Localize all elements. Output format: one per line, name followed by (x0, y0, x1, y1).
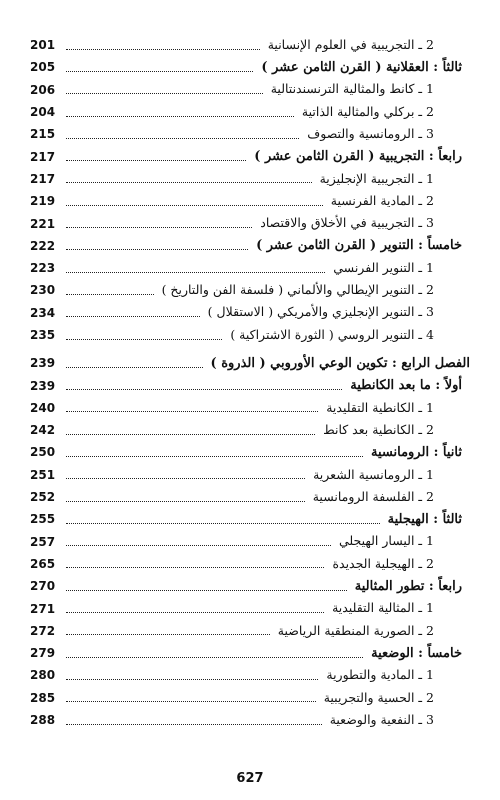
dot-leader (66, 612, 324, 613)
toc-entry (30, 419, 470, 441)
toc-entry (30, 486, 470, 508)
dot-leader (66, 339, 222, 340)
toc-entry-title: 2 ـ الهيجلية الجديدة (332, 555, 434, 571)
dot-leader (66, 71, 253, 72)
dot-leader (66, 49, 260, 50)
toc-entry-title: ثالثاً : الهيجلية (387, 511, 462, 527)
toc-entry-title: الفصل الرابع : تكوين الوعي الأوروبي ( الذروة ) (210, 355, 470, 371)
dot-leader (66, 545, 331, 546)
toc-entry-title: ثانياً : الرومانسية (371, 444, 462, 460)
dot-leader (66, 724, 322, 725)
toc-entry-page-number: 219 (30, 194, 56, 209)
toc-entry-title: 2 ـ بركلي والمثالية الذاتية (301, 103, 434, 119)
toc-entry-page-number: 280 (30, 668, 56, 683)
dot-leader (66, 227, 252, 228)
dot-leader (66, 160, 246, 161)
toc-entry (30, 620, 470, 642)
toc-entry-page-number: 252 (30, 490, 56, 505)
toc-entry (30, 531, 470, 553)
toc-entry-page-number: 235 (30, 328, 56, 342)
toc-entry-title: 1 ـ المثالية التقليدية (332, 600, 434, 616)
dot-leader (66, 478, 305, 479)
table-of-contents (30, 34, 470, 731)
dot-leader (66, 138, 299, 139)
toc-entry-page-number: 230 (30, 283, 56, 298)
toc-entry (30, 279, 470, 301)
toc-entry-page-number: 223 (30, 261, 56, 276)
toc-entry (30, 597, 470, 619)
dot-leader (66, 701, 316, 702)
toc-entry-title: 1 ـ التجريبية الإنجليزية (319, 170, 434, 186)
toc-entry-page-number: 204 (30, 105, 56, 120)
dot-leader (66, 456, 363, 457)
toc-entry-page-number: 288 (30, 713, 56, 728)
toc-entry-page-number: 222 (30, 238, 56, 253)
toc-entry-title: رابعاً : التجريبية ( القرن الثامن عشر ) (254, 149, 462, 165)
toc-entry (30, 145, 470, 167)
toc-entry (30, 397, 470, 419)
toc-entry (30, 168, 470, 190)
toc-entry (30, 56, 470, 78)
toc-entry (30, 553, 470, 575)
toc-entry-title: ثالثاً : العقلانية ( القرن الثامن عشر ) (261, 59, 462, 75)
toc-entry-title: 1 ـ كانط والمثالية الترنسندنتالية (270, 81, 434, 97)
dot-leader (66, 294, 154, 295)
toc-entry-title: خامساً : الوضعية (371, 645, 462, 661)
toc-entry (30, 687, 470, 709)
toc-entry (30, 190, 470, 212)
toc-entry-title: 1 ـ الكانطية التقليدية (326, 399, 434, 415)
toc-entry-title: 2 ـ المادية الفرنسية (330, 192, 434, 208)
dot-leader (66, 411, 318, 412)
toc-entry-title: 3 ـ التنوير الإنجليزي والأمريكي ( الاستقلال ) (207, 304, 434, 320)
toc-entry-title: 3 ـ التجريبية في الأخلاق والاقتصاد (260, 215, 434, 231)
toc-entry-page-number: 217 (30, 171, 56, 186)
toc-entry (30, 374, 470, 396)
toc-entry-page-number: 239 (30, 378, 56, 393)
dot-leader (66, 590, 347, 591)
toc-entry (30, 101, 470, 123)
toc-entry (30, 352, 470, 374)
toc-entry-title: رابعاً : تطور المثالية (354, 578, 462, 594)
toc-entry-page-number: 215 (30, 127, 56, 142)
toc-entry-page-number: 265 (30, 556, 56, 571)
toc-entry-title: 3 ـ الرومانسية والتصوف (307, 126, 434, 142)
dot-leader (66, 182, 312, 183)
dot-leader (66, 434, 315, 435)
toc-entry-title: 1 ـ اليسار الهيجلي (338, 533, 434, 549)
toc-entry (30, 123, 470, 145)
toc-entry (30, 34, 470, 56)
dot-leader (66, 316, 200, 317)
toc-entry (30, 575, 470, 597)
toc-entry-page-number: 270 (30, 579, 56, 594)
toc-entry-page-number: 285 (30, 690, 56, 705)
toc-entry-title: 2 ـ التجريبية في العلوم الإنسانية (267, 36, 434, 52)
toc-entry-title: 2 ـ الفلسفة الرومانسية (312, 488, 434, 504)
toc-entry (30, 664, 470, 686)
toc-entry-page-number: 251 (30, 467, 56, 482)
dot-leader (66, 634, 270, 635)
toc-entry (30, 642, 470, 664)
toc-entry (30, 302, 470, 324)
dot-leader (66, 389, 342, 390)
toc-entry-page-number: 279 (30, 646, 56, 661)
dot-leader (66, 249, 248, 250)
toc-entry-page-number: 271 (30, 601, 56, 616)
toc-entry-page-number: 239 (30, 356, 56, 371)
dot-leader (66, 93, 263, 94)
dot-leader (66, 501, 305, 502)
toc-entry (30, 709, 470, 731)
dot-leader (66, 657, 363, 658)
toc-entry-page-number: 255 (30, 512, 56, 527)
toc-entry-page-number: 206 (30, 82, 56, 97)
dot-leader (66, 523, 380, 524)
toc-entry (30, 324, 470, 346)
toc-entry-title: خامساً : التنوير ( القرن الثامن عشر ) (256, 238, 462, 254)
toc-entry (30, 79, 470, 101)
toc-entry-page-number: 242 (30, 423, 56, 438)
toc-entry-page-number: 234 (30, 305, 56, 320)
toc-entry-page-number: 250 (30, 445, 56, 460)
dot-leader (66, 567, 324, 568)
toc-entry-page-number: 221 (30, 216, 56, 231)
toc-entry (30, 464, 470, 486)
toc-entry-page-number: 272 (30, 623, 56, 638)
toc-entry (30, 235, 470, 257)
toc-entry-page-number: 205 (30, 60, 56, 75)
toc-entry (30, 441, 470, 463)
toc-entry-page-number: 201 (30, 38, 56, 53)
toc-entry-title: 2 ـ الحسية والتجريبية (323, 689, 434, 705)
toc-entry-title: 1 ـ التنوير الفرنسي (333, 259, 434, 275)
toc-entry-title: 4 ـ التنوير الروسي ( الثورة الاشتراكية ) (230, 326, 434, 342)
toc-entry (30, 257, 470, 279)
toc-entry-title: أولاً : ما بعد الكانطية (350, 378, 462, 394)
toc-entry (30, 212, 470, 234)
toc-entry-title: 1 ـ الرومانسية الشعرية (313, 466, 434, 482)
toc-entry-page-number: 240 (30, 400, 56, 415)
toc-entry-page-number: 257 (30, 534, 56, 549)
toc-entry-title: 3 ـ النفعية والوضعية (329, 711, 434, 727)
dot-leader (66, 679, 318, 680)
dot-leader (66, 367, 203, 368)
toc-entry-title: 2 ـ التنوير الإيطالي والألماني ( فلسفة الفن والتاريخ ) (161, 282, 434, 298)
toc-entry-title: 2 ـ الصورية المنطقية الرياضية (277, 622, 434, 638)
toc-entry-page-number: 217 (30, 149, 56, 164)
dot-leader (66, 272, 325, 273)
toc-entry (30, 508, 470, 530)
toc-entry-title: 2 ـ الكانطية بعد كانط (323, 421, 434, 437)
dot-leader (66, 205, 323, 206)
dot-leader (66, 116, 294, 117)
toc-entry-title: 1 ـ المادية والتطورية (326, 667, 434, 683)
page-number: 627 (236, 771, 264, 786)
